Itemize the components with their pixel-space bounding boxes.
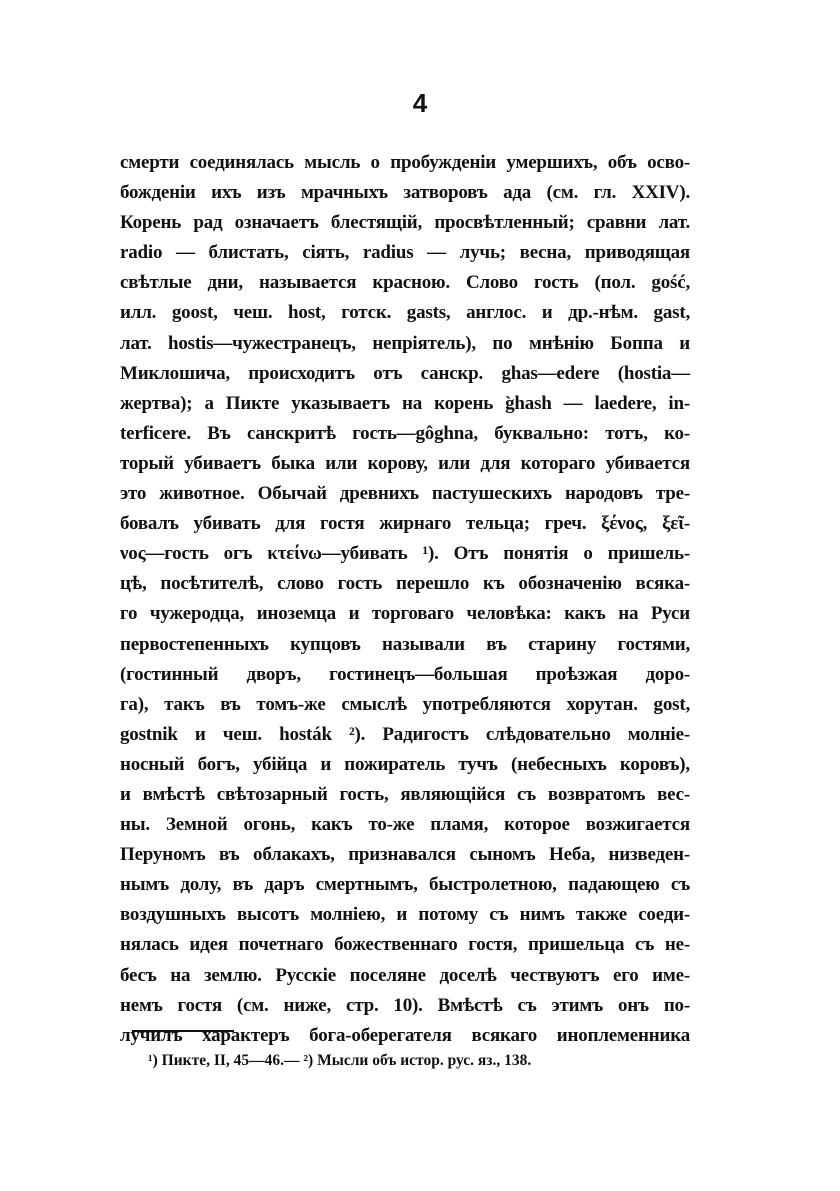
text-line: воздушныхъ высотъ молніею, и потому съ нимъ также соеди- (120, 904, 690, 926)
text-line: gostnik и чеш. hosták ²). Радигостъ слѣдовательно молніе- (120, 723, 690, 745)
text-line: Корень рад означаетъ блестящій, просвѣтленный; сравни лат. (120, 212, 690, 234)
text-line: radio — блистать, сіять, radius — лучь; весна, приводящая (120, 242, 690, 264)
page-number: 4 (412, 88, 428, 118)
text-line: Миклошича, происходитъ отъ санскр. ghas—edere (hostia— (120, 362, 690, 384)
text-line: Перуномъ въ облакахъ, признавался сыномъ Неба, низведен- (120, 844, 690, 866)
text-line: и вмѣстѣ свѣтозарный гость, являющійся съ возвратомъ вес- (120, 783, 690, 805)
text-line: это животное. Обычай древнихъ пастушескихъ народовъ тре- (120, 483, 690, 505)
text-line: бовалъ убивать для гостя жирнаго тельца; греч. ξένος, ξεῖ- (120, 513, 690, 535)
text-line: (гостинный дворъ, гостинецъ—большая проѣзжая доро- (120, 663, 690, 685)
text-line: цѣ, посѣтителѣ, слово гость перешло къ обозначенію всяка- (120, 573, 690, 595)
text-line: нымъ долу, въ даръ смертнымъ, быстролетною, падающею съ (120, 874, 690, 896)
text-line: смерти соединялась мысль о пробужденіи умершихъ, объ осво- (120, 152, 690, 173)
text-line: нялась идея почетнаго божественнаго гостя, пришельца съ не- (120, 934, 690, 956)
text-line: торый убиваетъ быка или корову, или для котораго убивается (120, 452, 690, 474)
footnote-divider (132, 1030, 234, 1032)
text-line: лучилъ характеръ бога-оберегателя всякаго иноплеменника (120, 1024, 690, 1046)
body-text (120, 148, 690, 1051)
text-line: terficere. Въ санскритѣ гость—gôghna, буквально: тотъ, ко- (120, 422, 690, 444)
text-line: божденіи ихъ изъ мрачныхъ затворовъ ада (см. гл. XXIV). (120, 182, 690, 204)
text-line: илл. goost, чеш. host, готск. gasts, англос. и др.-нѣм. gast, (120, 302, 690, 324)
text-line: носный богъ, убійца и пожиратель тучъ (небесныхъ коровъ), (120, 753, 690, 775)
footnote: ¹) Пикте, II, 45—46.— ²) Мысли объ истор. рус. яз., 138. (148, 1052, 532, 1069)
text-line: го чужеродца, иноземца и торговаго человѣка: какъ на Руси (120, 603, 690, 625)
text-line: первостепенныхъ купцовъ называли въ старину гостями, (120, 633, 690, 655)
text-line: νος—гость огъ κτείνω—убивать ¹). Отъ понятія о пришель- (120, 543, 690, 565)
text-line: жертва); а Пикте указываетъ на корень g̀hash — laedere, in- (120, 392, 690, 414)
text-line: ны. Земной огонь, какъ то-же пламя, которое возжигается (120, 814, 690, 836)
text-line: свѣтлые дни, называется красною. Слово гость (пол. gość, (120, 272, 690, 294)
text-line: бесъ на землю. Русскіе поселяне доселѣ чествуютъ его име- (120, 964, 690, 986)
text-line: немъ гостя (см. ниже, стр. 10). Вмѣстѣ съ этимъ онъ по- (120, 994, 690, 1016)
text-line: лат. hostis—чужестранецъ, непріятель), по мнѣнію Боппа и (120, 332, 690, 354)
text-line: га), такъ въ томъ-же смыслѣ употребляются хорутан. gost, (120, 693, 690, 715)
